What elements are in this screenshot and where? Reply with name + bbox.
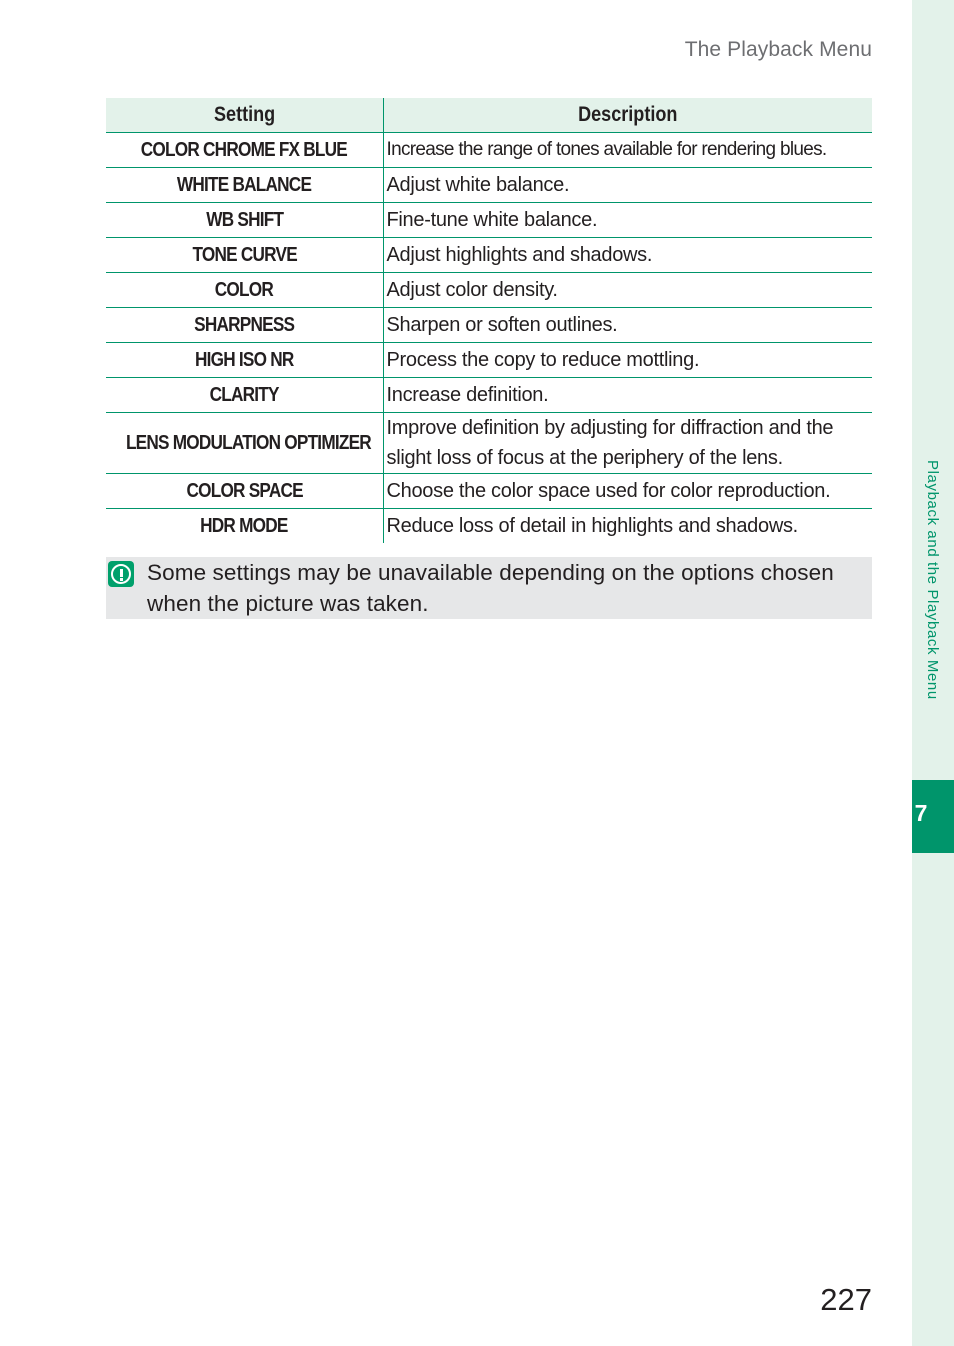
table-row xyxy=(106,509,872,544)
table-header-row xyxy=(106,98,872,133)
setting-name: HDR MODE xyxy=(106,509,383,544)
setting-description: Adjust white balance. xyxy=(383,168,872,203)
setting-name: COLOR SPACE xyxy=(106,474,383,509)
setting-description: Adjust highlights and shadows. xyxy=(383,238,872,273)
table-row xyxy=(106,133,872,168)
setting-description: Sharpen or soften outlines. xyxy=(383,308,872,343)
setting-description: Increase definition. xyxy=(383,378,872,413)
table-row xyxy=(106,474,872,509)
setting-name: CLARITY xyxy=(106,378,383,413)
note-text: Some settings may be unavailable depending on the options chosen when the picture was taken. xyxy=(147,560,834,616)
settings-table xyxy=(106,98,872,543)
caution-note xyxy=(106,557,872,619)
caution-icon xyxy=(108,561,134,587)
setting-name: COLOR CHROME FX BLUE xyxy=(106,133,383,168)
chapter-label: Playback and the Playback Menu xyxy=(924,460,941,700)
section-title: The Playback Menu xyxy=(684,38,872,61)
setting-name: HIGH ISO NR xyxy=(106,343,383,378)
setting-name: COLOR xyxy=(106,273,383,308)
setting-description: Increase the range of tones available for rendering blues. xyxy=(383,133,872,168)
setting-description: Improve definition by adjusting for diffraction and the slight loss of focus at the periphery of the lens. xyxy=(383,413,872,474)
setting-name: WHITE BALANCE xyxy=(106,168,383,203)
table-row xyxy=(106,308,872,343)
table-row xyxy=(106,413,872,474)
table-row xyxy=(106,238,872,273)
setting-name: TONE CURVE xyxy=(106,238,383,273)
setting-description: Process the copy to reduce mottling. xyxy=(383,343,872,378)
table-row xyxy=(106,273,872,308)
column-header-description: Description xyxy=(383,98,872,133)
setting-name: LENS MODULATION OPTIMIZER xyxy=(106,413,383,474)
table-row xyxy=(106,168,872,203)
setting-name: WB SHIFT xyxy=(106,203,383,238)
setting-description: Fine-tune white balance. xyxy=(383,203,872,238)
page-number: 227 xyxy=(820,1282,872,1317)
chapter-number: 7 xyxy=(914,800,928,826)
chapter-tab xyxy=(912,780,954,853)
setting-name: SHARPNESS xyxy=(106,308,383,343)
setting-description: Reduce loss of detail in highlights and shadows. xyxy=(386,515,798,537)
column-header-setting: Setting xyxy=(106,98,383,133)
table-row xyxy=(106,343,872,378)
table-row xyxy=(106,203,872,238)
setting-description: Adjust color density. xyxy=(383,273,872,308)
setting-description: Choose the color space used for color reproduction. xyxy=(383,474,872,509)
table-row xyxy=(106,378,872,413)
